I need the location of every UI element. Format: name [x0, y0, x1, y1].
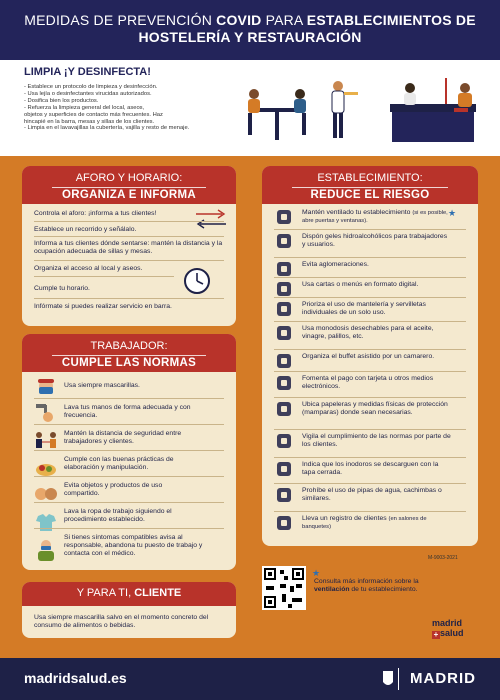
- footer-madrid: MADRID: [410, 670, 476, 687]
- clock-icon: [182, 266, 212, 296]
- establecimiento-header: [262, 166, 478, 204]
- divider: [398, 668, 399, 690]
- qr-block: [262, 566, 448, 618]
- divider: [34, 476, 224, 477]
- establecimiento-item: [302, 375, 452, 391]
- item-text: Prohíbe el uso de pipas de agua, cachimbas o similares.: [302, 487, 442, 503]
- establecimiento-item: [302, 301, 452, 317]
- people-icon: [274, 432, 294, 450]
- item-text: Vigila el cumplimiento de las normas por parte de los clientes.: [302, 433, 451, 449]
- aforo-title-1: AFORO Y HORARIO:: [75, 172, 183, 184]
- divider: [274, 397, 466, 398]
- list-item: - Refuerza la limpieza general del local, aseos,: [24, 104, 145, 111]
- item-note: (si es posible, abre puertas y ventanas).: [302, 210, 448, 225]
- item-text: Usa monodosis desechables para el aceite, vinagre, palillos, etc.: [302, 325, 434, 341]
- divider: [34, 528, 224, 529]
- divider: [34, 276, 174, 277]
- trabajador-title-1: TRABAJADOR:: [90, 340, 168, 352]
- bin-icon: [274, 400, 294, 418]
- clean-section: [0, 60, 500, 156]
- divider: [274, 457, 466, 458]
- distance-icon: [34, 430, 58, 450]
- divider: [34, 398, 224, 399]
- aforo-item: Infórmate si puedes realizar servicio en barra.: [34, 303, 172, 310]
- madrid-crest-icon: [382, 670, 394, 688]
- cliente-header: [22, 582, 236, 606]
- mask-icon: [34, 378, 58, 398]
- divider: [34, 502, 224, 503]
- header-line-2: HOSTELERÍA Y RESTAURACIÓN: [138, 29, 362, 45]
- footer-url[interactable]: madridsalud.es: [24, 670, 127, 686]
- napkin-icon: [274, 300, 294, 318]
- clean-title: LIMPIA ¡Y DESINFECTA!: [24, 66, 151, 78]
- aforo-panel: [22, 166, 236, 326]
- aforo-item: Cumple tu horario.: [34, 285, 90, 292]
- establecimiento-item: [302, 401, 452, 417]
- establecimiento-title-1: ESTABLECIMIENTO:: [317, 172, 423, 184]
- establecimiento-item: [302, 487, 452, 503]
- establecimiento-item: [302, 433, 452, 449]
- item-text: Dispón geles hidroalcohólicos para trabajadores y usuarios.: [302, 233, 448, 249]
- establecimiento-item: [302, 209, 452, 225]
- divider: [274, 511, 466, 512]
- establecimiento-item: [302, 281, 452, 289]
- trabajador-item: Cumple con las buenas prácticas de elaboración y manipulación.: [64, 456, 174, 472]
- toilet-icon: [274, 460, 294, 478]
- list-item: hincapié en la barra, mesas y sillas de los clientes.: [24, 118, 155, 125]
- divider: [274, 321, 466, 322]
- divider: [274, 371, 466, 372]
- food-handling-icon: [34, 458, 58, 478]
- star-icon: ★: [312, 568, 321, 578]
- establecimiento-item: [302, 461, 452, 477]
- cliente-text: Usa siempre mascarilla salvo en el momento concreto del consumo de alimentos o bebidas.: [34, 614, 209, 630]
- trabajador-title-2: CUMPLE LAS NORMAS: [61, 357, 197, 369]
- doctor-icon: [34, 538, 58, 562]
- aforo-item: Establece un recorrido y señálalo.: [34, 226, 137, 233]
- establecimiento-panel: [262, 166, 478, 546]
- list-item: - Dosifica bien los productos.: [24, 97, 99, 104]
- cliente-panel: [22, 582, 236, 638]
- item-note: (en salones de banquetes): [302, 516, 427, 531]
- item-text: Evita aglomeraciones.: [302, 261, 369, 268]
- card-payment-icon: [274, 374, 294, 392]
- aforo-item: Organiza el acceso al local y aseos.: [34, 265, 143, 272]
- crowd-icon: [274, 260, 294, 278]
- item-text: Fomenta el pago con tarjeta u otros medios electrónicos.: [302, 375, 434, 391]
- trabajador-item: Lava tus manos de forma adecuada y con frecuencia.: [64, 404, 191, 420]
- document-code: M-9003-2021: [428, 555, 458, 561]
- handwash-icon: [34, 402, 58, 422]
- item-text: Mantén ventilado tu establecimiento: [302, 209, 411, 216]
- hookah-icon: [274, 486, 294, 504]
- shared-objects-icon: [34, 484, 58, 504]
- restaurant-illustration: [240, 64, 480, 148]
- trabajador-item: Si tienes síntomas compatibles avisa al responsable, abandona tu puesto de trabajo y contacta con el médico.: [64, 534, 203, 558]
- divider: [274, 429, 466, 430]
- item-text: Organiza el buffet asistido por un camarero.: [302, 353, 435, 360]
- aforo-title-2: ORGANIZA E INFORMA: [61, 189, 197, 201]
- trabajador-item: Lava la ropa de trabajo siguiendo el procedimiento establecido.: [64, 508, 172, 524]
- item-text: Prioriza el uso de mantelería y servilletas individuales de un solo uso.: [302, 301, 426, 317]
- divider: [34, 221, 224, 222]
- list-icon: [274, 514, 294, 532]
- list-item: - Establece un protocolo de limpieza y desinfección.: [24, 84, 158, 90]
- star-icon: ★: [448, 208, 457, 218]
- cliente-title: Y PARA TI, CLIENTE: [76, 587, 182, 599]
- establecimiento-title-2: REDUCE EL RIESGO: [310, 189, 430, 201]
- item-text: Ubica papeleras y medidas físicas de protección (mamparas) donde sean necesarias.: [302, 401, 448, 417]
- uniform-icon: [34, 512, 58, 532]
- divider: [34, 298, 224, 299]
- list-item: - Usa lejía o desinfectantes virucidas autorizados.: [24, 90, 152, 97]
- footer: [0, 658, 500, 700]
- qr-text: Consulta más información sobre la ventilación de tu establecimiento.: [314, 578, 419, 594]
- establecimiento-item: [302, 353, 452, 361]
- establecimiento-item: [302, 515, 452, 531]
- header-line-1: MEDIDAS DE PREVENCIÓN COVID PARA ESTABLECIMIENTOS DE: [24, 12, 476, 28]
- aforo-item: Informa a tus clientes dónde sentarse: mantén la distancia y la ocupación adecuada de sillas y mesas.: [34, 240, 223, 256]
- list-item: - Limpia en el lavavajillas la cubertería, vajilla y resto de menaje.: [24, 125, 190, 132]
- divider: [34, 424, 224, 425]
- establecimiento-item: [302, 233, 452, 249]
- divider: [34, 236, 224, 237]
- divider: [274, 257, 466, 258]
- item-text: Indica que los inodoros se descarguen con la tapa cerrada.: [302, 461, 439, 477]
- fan-icon: [274, 208, 294, 226]
- aforo-item: Controla el aforo: ¡informa a tus clientes!: [34, 210, 157, 217]
- item-text: Lleva un registro de clientes: [302, 515, 387, 522]
- divider: [274, 349, 466, 350]
- plus-icon: +: [433, 630, 439, 639]
- qr-menu-icon: [274, 280, 294, 298]
- divider: [34, 260, 224, 261]
- aforo-header: [22, 166, 236, 204]
- divider: [274, 297, 466, 298]
- trabajador-item: Mantén la distancia de seguridad entre trabajadores y clientes.: [64, 430, 182, 446]
- list-item: objetos y superficies de contacto más frecuentes. Haz: [24, 111, 163, 118]
- establecimiento-item: [302, 325, 452, 341]
- gel-icon: [274, 232, 294, 250]
- divider: [274, 229, 466, 230]
- trabajador-panel: [22, 334, 236, 570]
- divider: [34, 450, 224, 451]
- trabajador-item: Usa siempre mascarillas.: [64, 382, 140, 389]
- madrid-salud-logo: madrid + salud: [432, 618, 464, 639]
- divider: [274, 483, 466, 484]
- qr-code-icon[interactable]: [262, 566, 306, 610]
- trabajador-header: [22, 334, 236, 372]
- item-text: Usa cartas o menús en formato digital.: [302, 281, 419, 288]
- poster-header: [0, 0, 500, 60]
- buffet-icon: [274, 352, 294, 370]
- establecimiento-item: [302, 261, 452, 269]
- trabajador-item: Evita objetos y productos de uso compartido.: [64, 482, 163, 498]
- oil-bottle-icon: [274, 324, 294, 342]
- divider: [274, 277, 466, 278]
